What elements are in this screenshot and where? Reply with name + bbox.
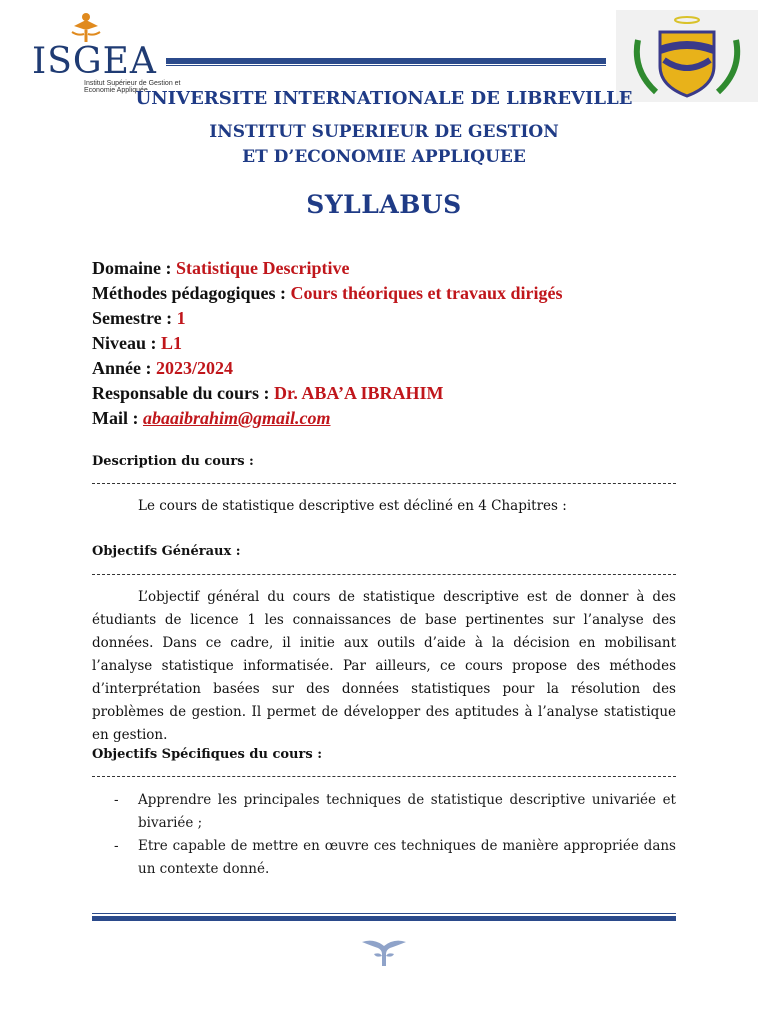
bullet-dash: - [114, 792, 119, 808]
email-link[interactable]: abaaibrahim@gmail.com [143, 408, 331, 428]
objectifs-generaux-heading: Objectifs Généraux : [92, 544, 241, 559]
description-heading: Description du cours : [92, 454, 254, 469]
list-item [92, 789, 676, 835]
section-divider [92, 483, 676, 485]
field-annee [92, 358, 233, 379]
list-item-text: Apprendre les principales techniques de statistique descriptive univariée et bivariée ; [138, 792, 676, 831]
isgea-logo-word: ISGEA [32, 41, 157, 82]
institute-name-line-2: ET D’ECONOMIE APPLIQUEE [242, 147, 526, 167]
field-responsable [92, 383, 444, 404]
section-divider [92, 574, 676, 576]
fleuron-ornament-icon [360, 936, 408, 968]
objectifs-specifiques-list [92, 789, 676, 881]
header-rule [166, 58, 606, 64]
field-domaine [92, 258, 349, 279]
field-label: Année : [92, 358, 156, 378]
field-niveau [92, 333, 182, 354]
field-semestre [92, 308, 186, 329]
section-divider [92, 776, 676, 778]
university-name: UNIVERSITE INTERNATIONALE DE LIBREVILLE [135, 88, 633, 109]
field-label: Semestre : [92, 308, 177, 328]
institute-name-line-1: INSTITUT SUPERIEUR DE GESTION [209, 122, 559, 142]
document-title: SYLLABUS [306, 190, 462, 219]
field-value: 1 [176, 308, 186, 328]
bullet-dash: - [114, 838, 119, 854]
isgea-logo-tagline: Institut Supérieur de Gestion et Economie Appliquée [84, 80, 181, 94]
footer-rule [92, 916, 676, 921]
field-value: Statistique Descriptive [176, 258, 350, 278]
list-item [92, 835, 676, 881]
objectifs-generaux-text: L’objectif général du cours de statistique descriptive est de donner à des étudiants de licence 1 les connaissances de base pertinentes sur l’analyse des données. Dans ce cadre, il initie aux outils d’aide à la décision en mobilisant l’analyse statistique informatisée. Par ailleurs, ce cours propose des méthodes d’interprétation basées sur des données statistiques pour la résolution des problèmes de gestion. Il permet de développer des aptitudes à l’analyse statistique en gestion. [92, 589, 676, 743]
field-value: L1 [161, 333, 183, 353]
field-label: Niveau : [92, 333, 161, 353]
isgea-logo [22, 10, 181, 98]
list-item-text: Etre capable de mettre en œuvre ces techniques de manière appropriée dans un contexte donné. [138, 838, 676, 877]
field-value: 2023/2024 [156, 358, 234, 378]
field-label: Méthodes pédagogiques : [92, 283, 291, 303]
isgea-emblem-icon [66, 10, 106, 44]
field-label: Responsable du cours : [92, 383, 275, 403]
field-label: Domaine : [92, 258, 176, 278]
objectifs-specifiques-heading: Objectifs Spécifiques du cours : [92, 747, 322, 762]
field-methodes [92, 283, 563, 304]
description-text: Le cours de statistique descriptive est décliné en 4 Chapitres : [138, 498, 567, 514]
field-mail [92, 408, 331, 429]
field-label: Mail : [92, 408, 143, 428]
field-value: Dr. ABA’A IBRAHIM [274, 383, 444, 403]
field-value: Cours théoriques et travaux dirigés [290, 283, 563, 303]
